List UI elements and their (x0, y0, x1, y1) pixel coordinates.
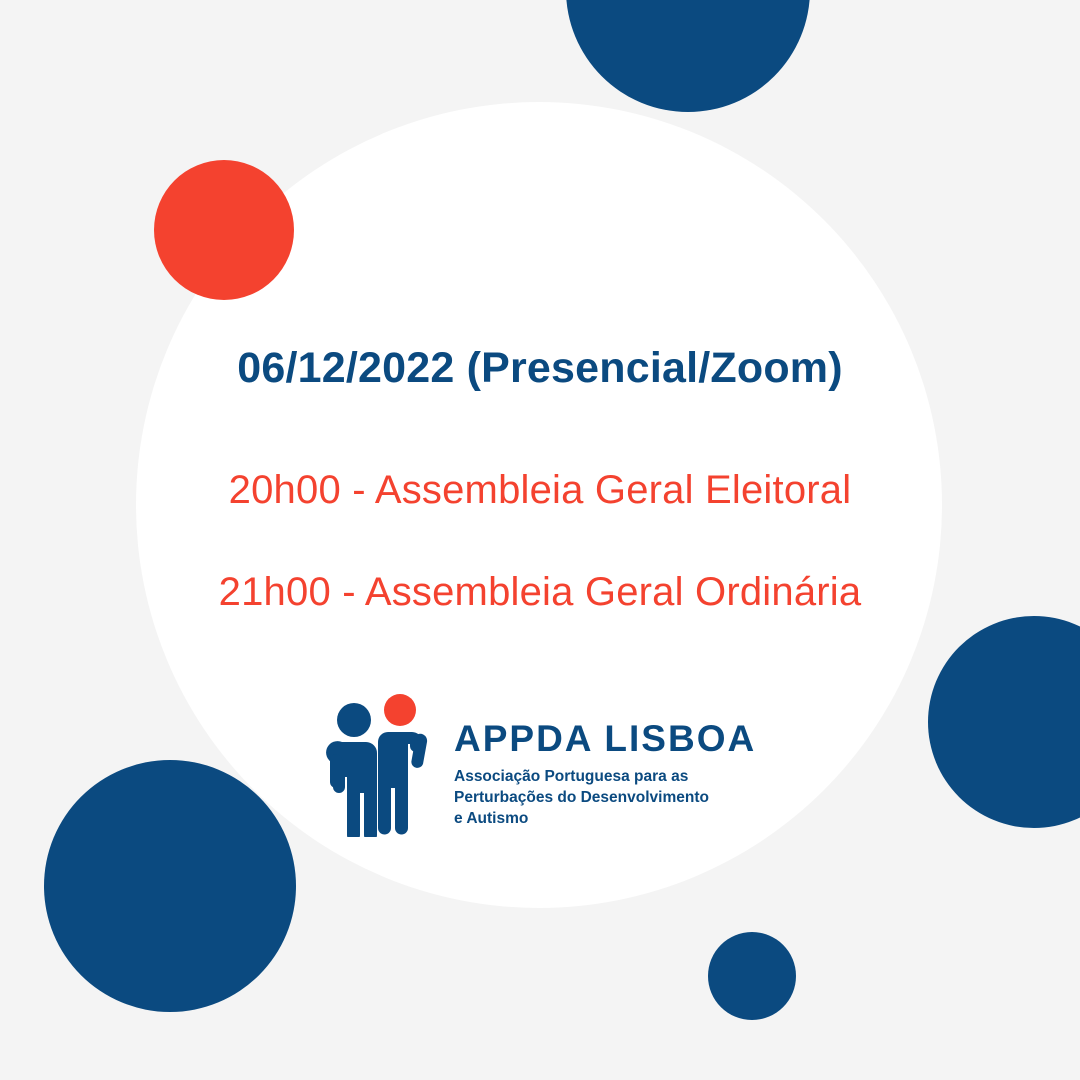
session-item-2: 21h00 - Assembleia Geral Ordinária (218, 570, 862, 614)
appda-figures-icon (322, 692, 447, 837)
event-date-headline: 06/12/2022 (Presencial/Zoom) (237, 344, 843, 392)
logo-subtitle-line-2: Perturbações do Desenvolvimento (454, 788, 709, 806)
logo-subtitle-line-3: e Autismo (454, 809, 529, 827)
logo-subtitle-line-1: Associação Portuguesa para as (454, 767, 689, 785)
logo-title: APPDA LISBOA (454, 718, 757, 759)
logo-text-block (454, 720, 764, 830)
session-item-1: 20h00 - Assembleia Geral Eleitoral (228, 468, 852, 512)
logo-subtitle (454, 767, 764, 830)
logo (322, 692, 762, 842)
